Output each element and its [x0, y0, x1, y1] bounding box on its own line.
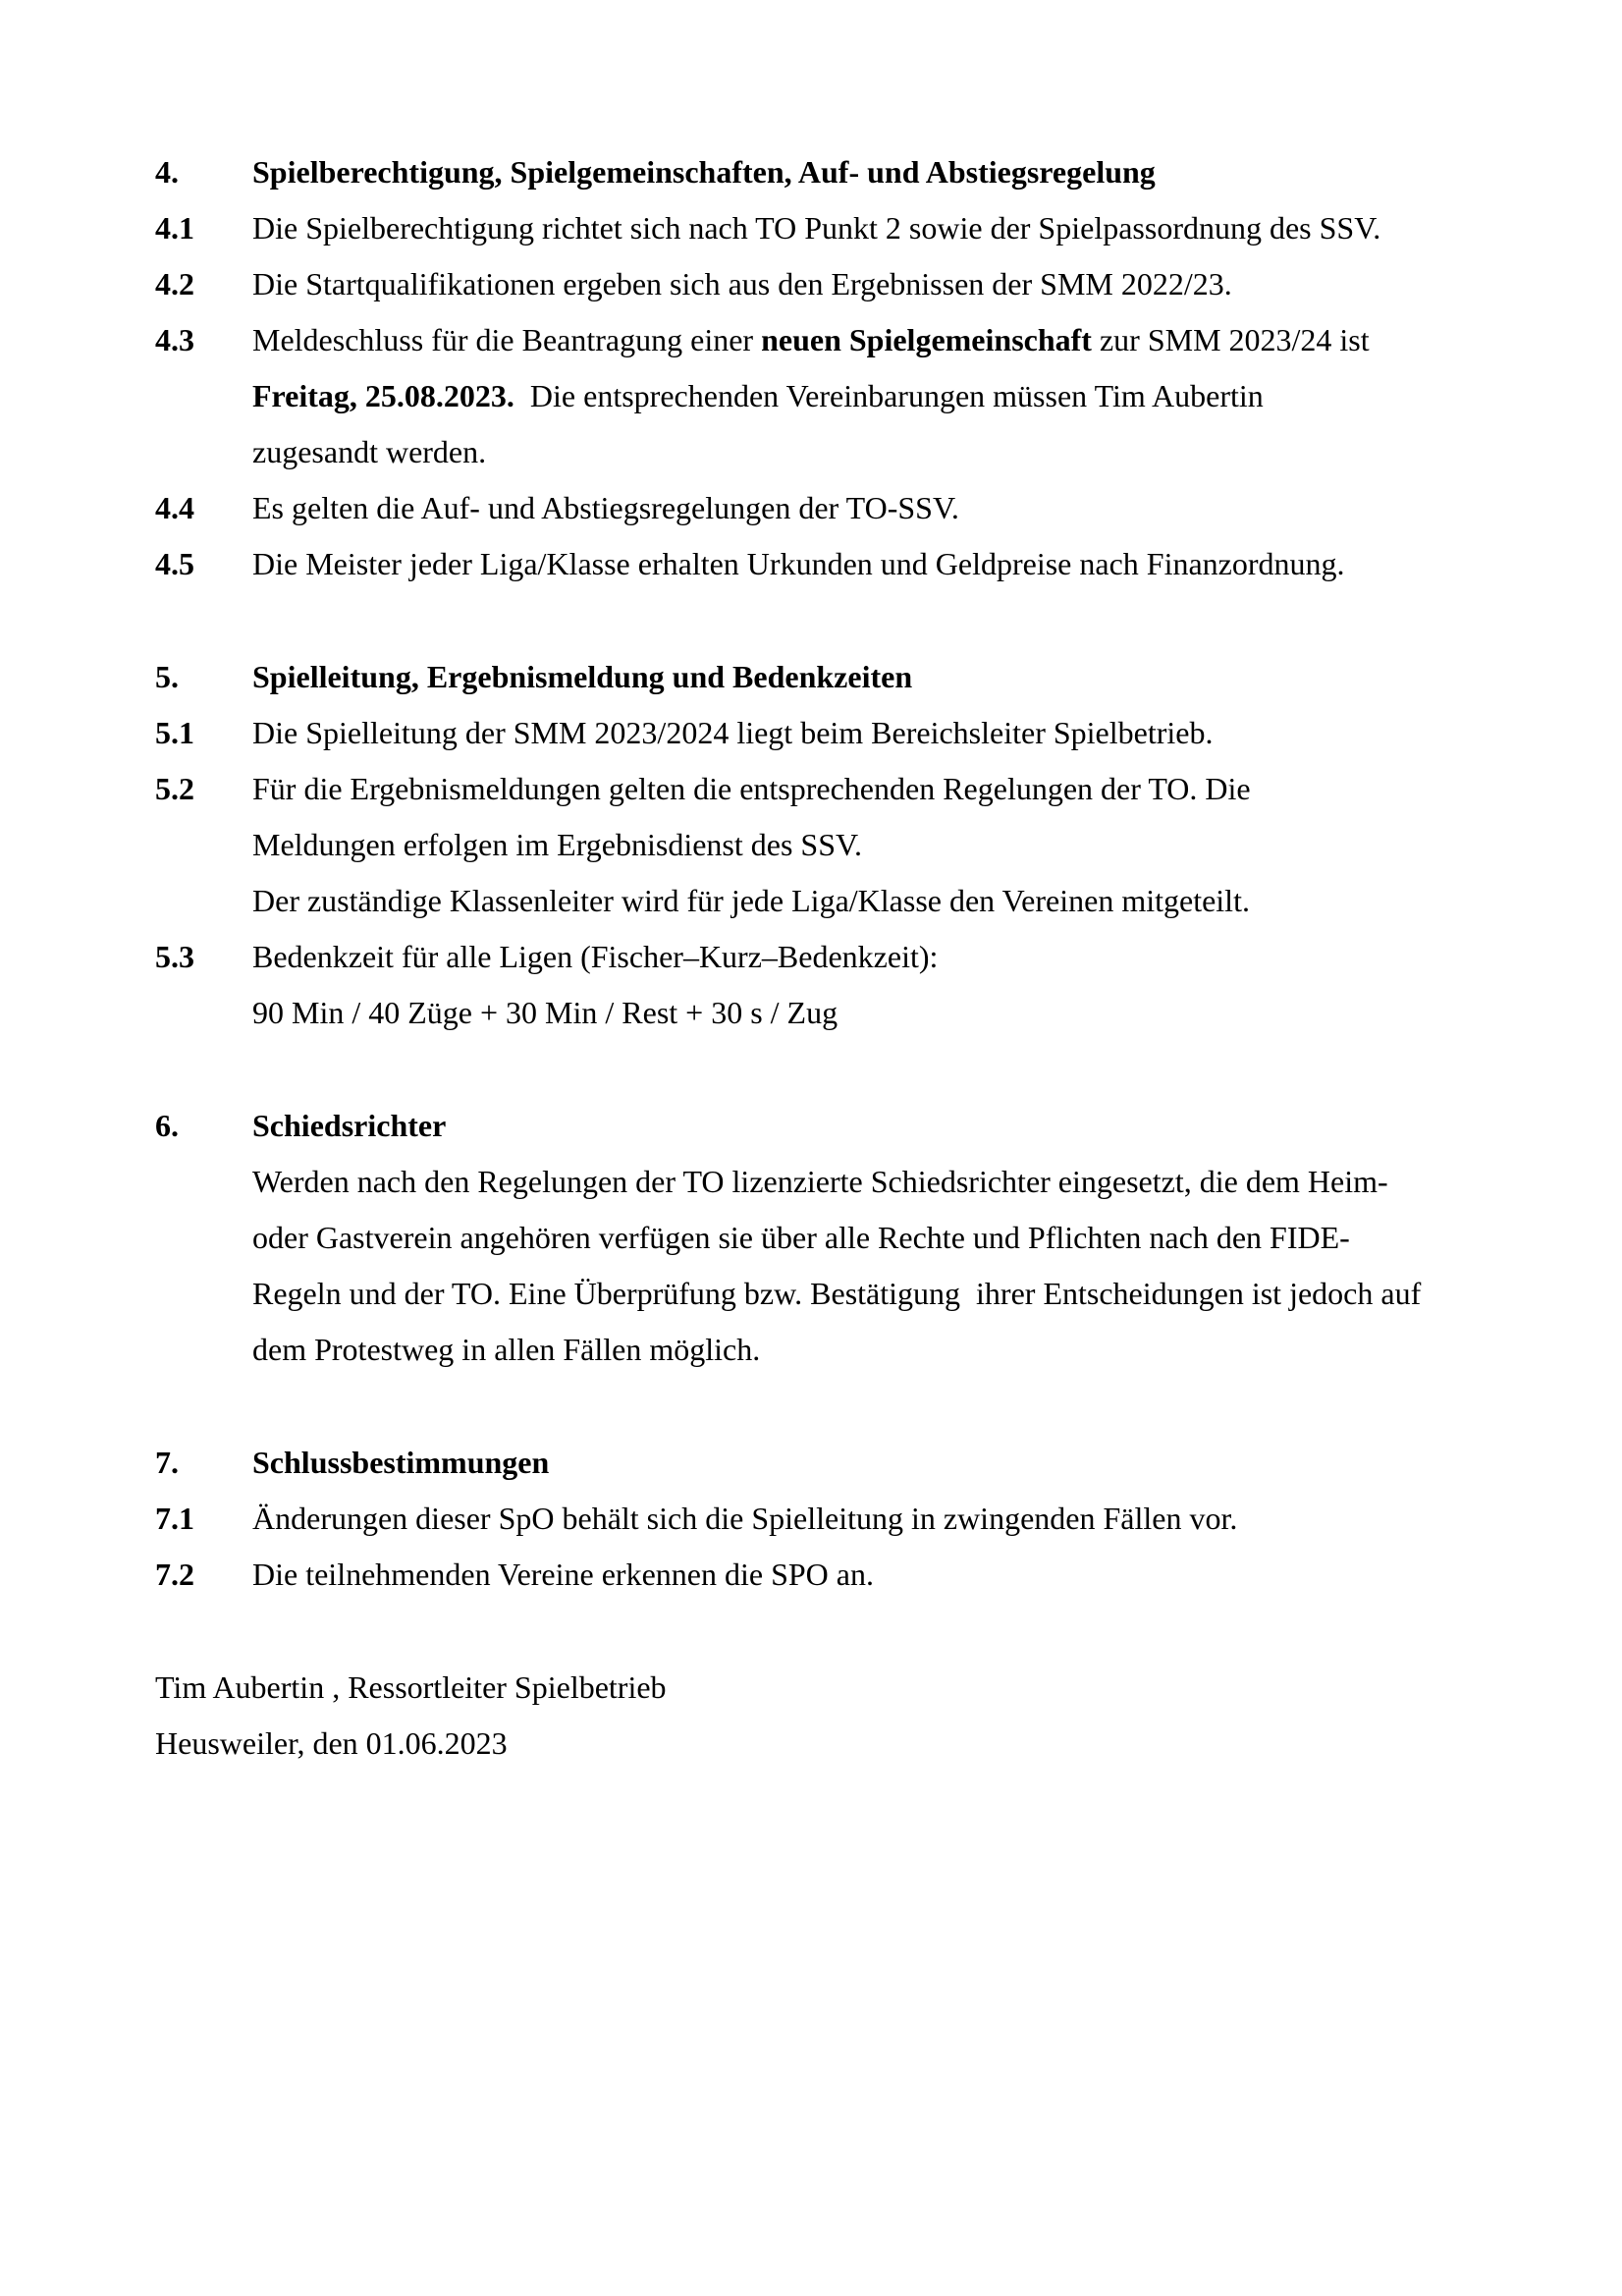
item-4-5 [0, 536, 1622, 592]
item-text: Bedenkzeit für alle Ligen (Fischer–Kurz–Bedenkzeit): [252, 939, 939, 974]
item-number: 7.2 [155, 1557, 194, 1592]
section-number: 4. [155, 154, 179, 190]
item-text: Für die Ergebnismeldungen gelten die entsprechenden Regelungen der TO. Die [252, 771, 1251, 806]
item-7-1 [0, 1491, 1622, 1547]
section-title: Schlussbestimmungen [252, 1445, 550, 1480]
section-heading [0, 649, 1622, 705]
item-number: 5.1 [155, 715, 194, 750]
item-4-1 [0, 200, 1622, 256]
item-number: 5.3 [155, 939, 194, 974]
item-number: 4.2 [155, 266, 194, 301]
section-number: 6. [155, 1108, 179, 1143]
signature-line [0, 1716, 1622, 1772]
signature-line [0, 1660, 1622, 1716]
item-text: Es gelten die Auf- und Abstiegsregelungen der TO-SSV. [252, 490, 959, 525]
item-4-3-continued [0, 424, 1622, 480]
item-number: 4.3 [155, 322, 194, 357]
item-5-2 [0, 761, 1622, 817]
signature-place-date: Heusweiler, den 01.06.2023 [155, 1725, 508, 1761]
item-text-part: Die entsprechenden Vereinbarungen müssen Tim Aubertin [514, 378, 1264, 413]
item-5-3 [0, 929, 1622, 985]
paragraph-text: Regeln und der TO. Eine Überprüfung bzw. Bestätigung ihrer Entscheidungen ist jedoch auf [252, 1276, 1422, 1311]
item-text: Die Startqualifikationen ergeben sich aus den Ergebnissen der SMM 2022/23. [252, 266, 1232, 301]
item-5-3-continued [0, 985, 1622, 1041]
item-text: Die Spielleitung der SMM 2023/2024 liegt beim Bereichsleiter Spielbetrieb. [252, 715, 1214, 750]
item-4-3-continued [0, 368, 1622, 424]
item-text: Die teilnehmenden Vereine erkennen die SPO an. [252, 1557, 874, 1592]
item-7-2 [0, 1547, 1622, 1603]
item-text [252, 312, 1370, 368]
paragraph-text: Werden nach den Regelungen der TO lizenzierte Schiedsrichter eingesetzt, die dem Heim- [252, 1164, 1388, 1199]
item-4-3 [0, 312, 1622, 368]
section-title: Schiedsrichter [252, 1108, 447, 1143]
signature-author: Tim Aubertin , Ressortleiter Spielbetrieb [155, 1669, 667, 1705]
section-heading [0, 144, 1622, 200]
item-text: Der zuständige Klassenleiter wird für jede Liga/Klasse den Vereinen mitgeteilt. [252, 883, 1250, 918]
section-number: 5. [155, 659, 179, 694]
item-text: Änderungen dieser SpO behält sich die Spielleitung in zwingenden Fällen vor. [252, 1501, 1238, 1536]
paragraph-line [0, 1266, 1622, 1322]
item-text: Die Spielberechtigung richtet sich nach TO Punkt 2 sowie der Spielpassordnung des SSV. [252, 210, 1381, 246]
item-number: 5.2 [155, 771, 194, 806]
item-text [252, 368, 1264, 424]
item-text: Die Meister jeder Liga/Klasse erhalten Urkunden und Geldpreise nach Finanzordnung. [252, 546, 1345, 581]
item-4-2 [0, 256, 1622, 312]
item-text-emphasis: neuen Spielgemeinschaft [761, 322, 1092, 357]
section-heading [0, 1098, 1622, 1154]
item-5-2-continued [0, 817, 1622, 873]
item-number: 4.5 [155, 546, 194, 581]
item-4-4 [0, 480, 1622, 536]
item-number: 4.4 [155, 490, 194, 525]
section-title: Spielleitung, Ergebnismeldung und Bedenkzeiten [252, 659, 913, 694]
item-text-part: Meldeschluss für die Beantragung einer [252, 322, 762, 357]
section-number: 7. [155, 1445, 179, 1480]
item-text-part: zur SMM 2023/24 ist [1091, 322, 1370, 357]
paragraph-line [0, 1154, 1622, 1210]
paragraph-line [0, 1210, 1622, 1266]
section-heading [0, 1435, 1622, 1491]
deadline-date: Freitag, 25.08.2023. [252, 378, 514, 413]
paragraph-line [0, 1322, 1622, 1378]
time-control: 90 Min / 40 Züge + 30 Min / Rest + 30 s / Zug [252, 995, 838, 1030]
item-number: 4.1 [155, 210, 194, 246]
item-5-2-continued [0, 873, 1622, 929]
paragraph-text: dem Protestweg in allen Fällen möglich. [252, 1332, 761, 1367]
paragraph-text: oder Gastverein angehören verfügen sie über alle Rechte und Pflichten nach den FIDE- [252, 1220, 1350, 1255]
section-title: Spielberechtigung, Spielgemeinschaften, Auf- und Abstiegsregelung [252, 154, 1156, 190]
item-text: zugesandt werden. [252, 434, 487, 469]
item-text: Meldungen erfolgen im Ergebnisdienst des SSV. [252, 827, 862, 862]
item-5-1 [0, 705, 1622, 761]
item-number: 7.1 [155, 1501, 194, 1536]
